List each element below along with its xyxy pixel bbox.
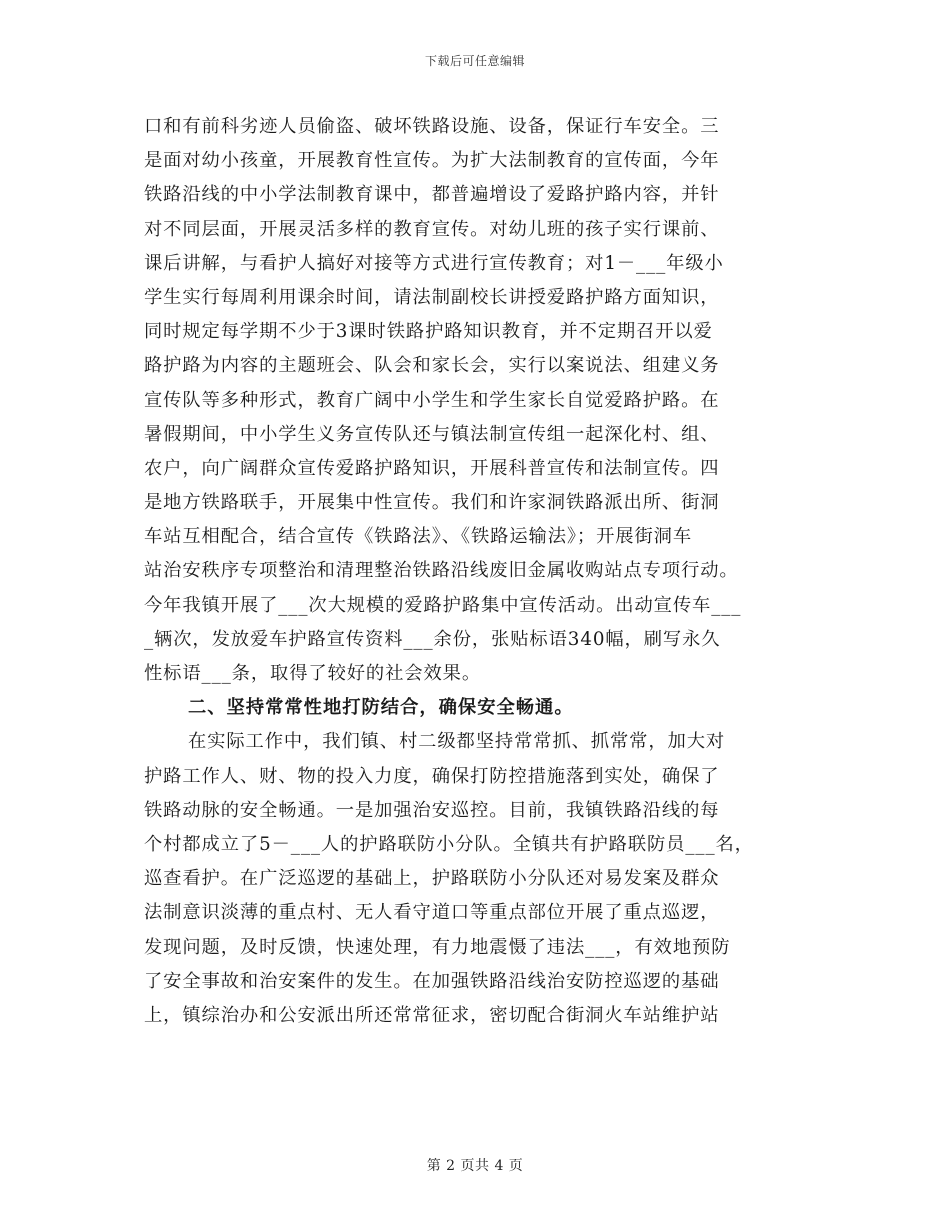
text-line: 巡查看护。在广泛巡逻的基础上，护路联防小分队还对易发案及群众 [144,868,720,890]
text-line: 个村都成立了5－___人的护路联防小分队。全镇共有护路联防员___名， [144,833,754,855]
text-line: 同时规定每学期不少于3课时铁路护路知识教育，并不定期召开以爱 [144,321,713,343]
text-line: 法制意识淡薄的重点村、无人看守道口等重点部位开展了重点巡逻， [144,902,720,924]
text-line: 农户，向广阔群众宣传爱路护路知识，开展科普宣传和法制宣传。四 [144,457,720,479]
text-line: 站治安秩序专项整治和清理整治铁路沿线废旧金属收购站点专项行动。 [144,560,739,582]
text-line: 是地方铁路联手，开展集中性宣传。我们和许家洞铁路派出所、街洞 [144,492,720,514]
text-line: 今年我镇开展了___次大规模的爱路护路集中宣传活动。出动宣传车___ [144,594,742,616]
text-line: 课后讲解，与看护人搞好对接等方式进行宣传教育；对1－___年级小 [144,252,724,274]
text-line: 路护路为内容的主题班会、队会和家长会，实行以案说法、组建义务 [144,355,720,377]
text-line: 护路工作人、财、物的投入力度，确保打防控措施落到实处，确保了 [144,765,720,787]
text-line: 性标语___条，取得了较好的社会效果。 [144,663,482,684]
text-line: 学生实行每周利用课余时间，请法制副校长讲授爱路护路方面知识， [144,286,720,308]
text-line: 对不同层面，开展灵活多样的教育宣传。对幼儿班的孩子实行课前、 [144,218,720,240]
page-number: 第 2 页共 4 页 [426,1158,524,1174]
text-line: 口和有前科劣迹人员偷盗、破坏铁路设施、设备，保证行车安全。三 [144,116,720,137]
text-line: 了安全事故和治安案件的发生。在加强铁路沿线治安防控巡逻的基础 [144,970,720,992]
text-line: 暑假期间，中小学生义务宣传队还与镇法制宣传组一起深化村、组、 [144,423,720,445]
text-line: 车站互相配合，结合宣传《铁路法》、《铁路运输法》；开展街洞车 [144,526,693,548]
section-heading: 二、坚持常常性地打防结合，确保安全畅通。 [188,697,574,719]
text-line: 上，镇综治办和公安派出所还常常征求，密切配合街洞火车站维护站 [144,1004,720,1026]
page-header: 下载后可任意编辑 [424,54,525,68]
text-line: 铁路沿线的中小学法制教育课中，都普遍增设了爱路护路内容，并针 [144,184,720,206]
text-line: 铁路动脉的安全畅通。一是加强治安巡控。目前，我镇铁路沿线的每 [144,799,720,821]
paragraph-first-line: 在实际工作中，我们镇、村二级都坚持常常抓、抓常常，加大对 [188,731,726,753]
text-line: 宣传队等多种形式，教育广阔中小学生和学生家长自觉爱路护路。在 [144,389,720,411]
text-line: 是面对幼小孩童，开展教育性宣传。为扩大法制教育的宣传面，今年 [144,150,720,172]
document-body [144,110,824,1033]
text-line: 发现问题，及时反馈，快速处理，有力地震慑了违法___，有效地预防 [144,936,731,958]
text-line: _辆次，发放爱车护路宣传资料___余份，张贴标语340幅，刷写永久 [144,628,721,650]
